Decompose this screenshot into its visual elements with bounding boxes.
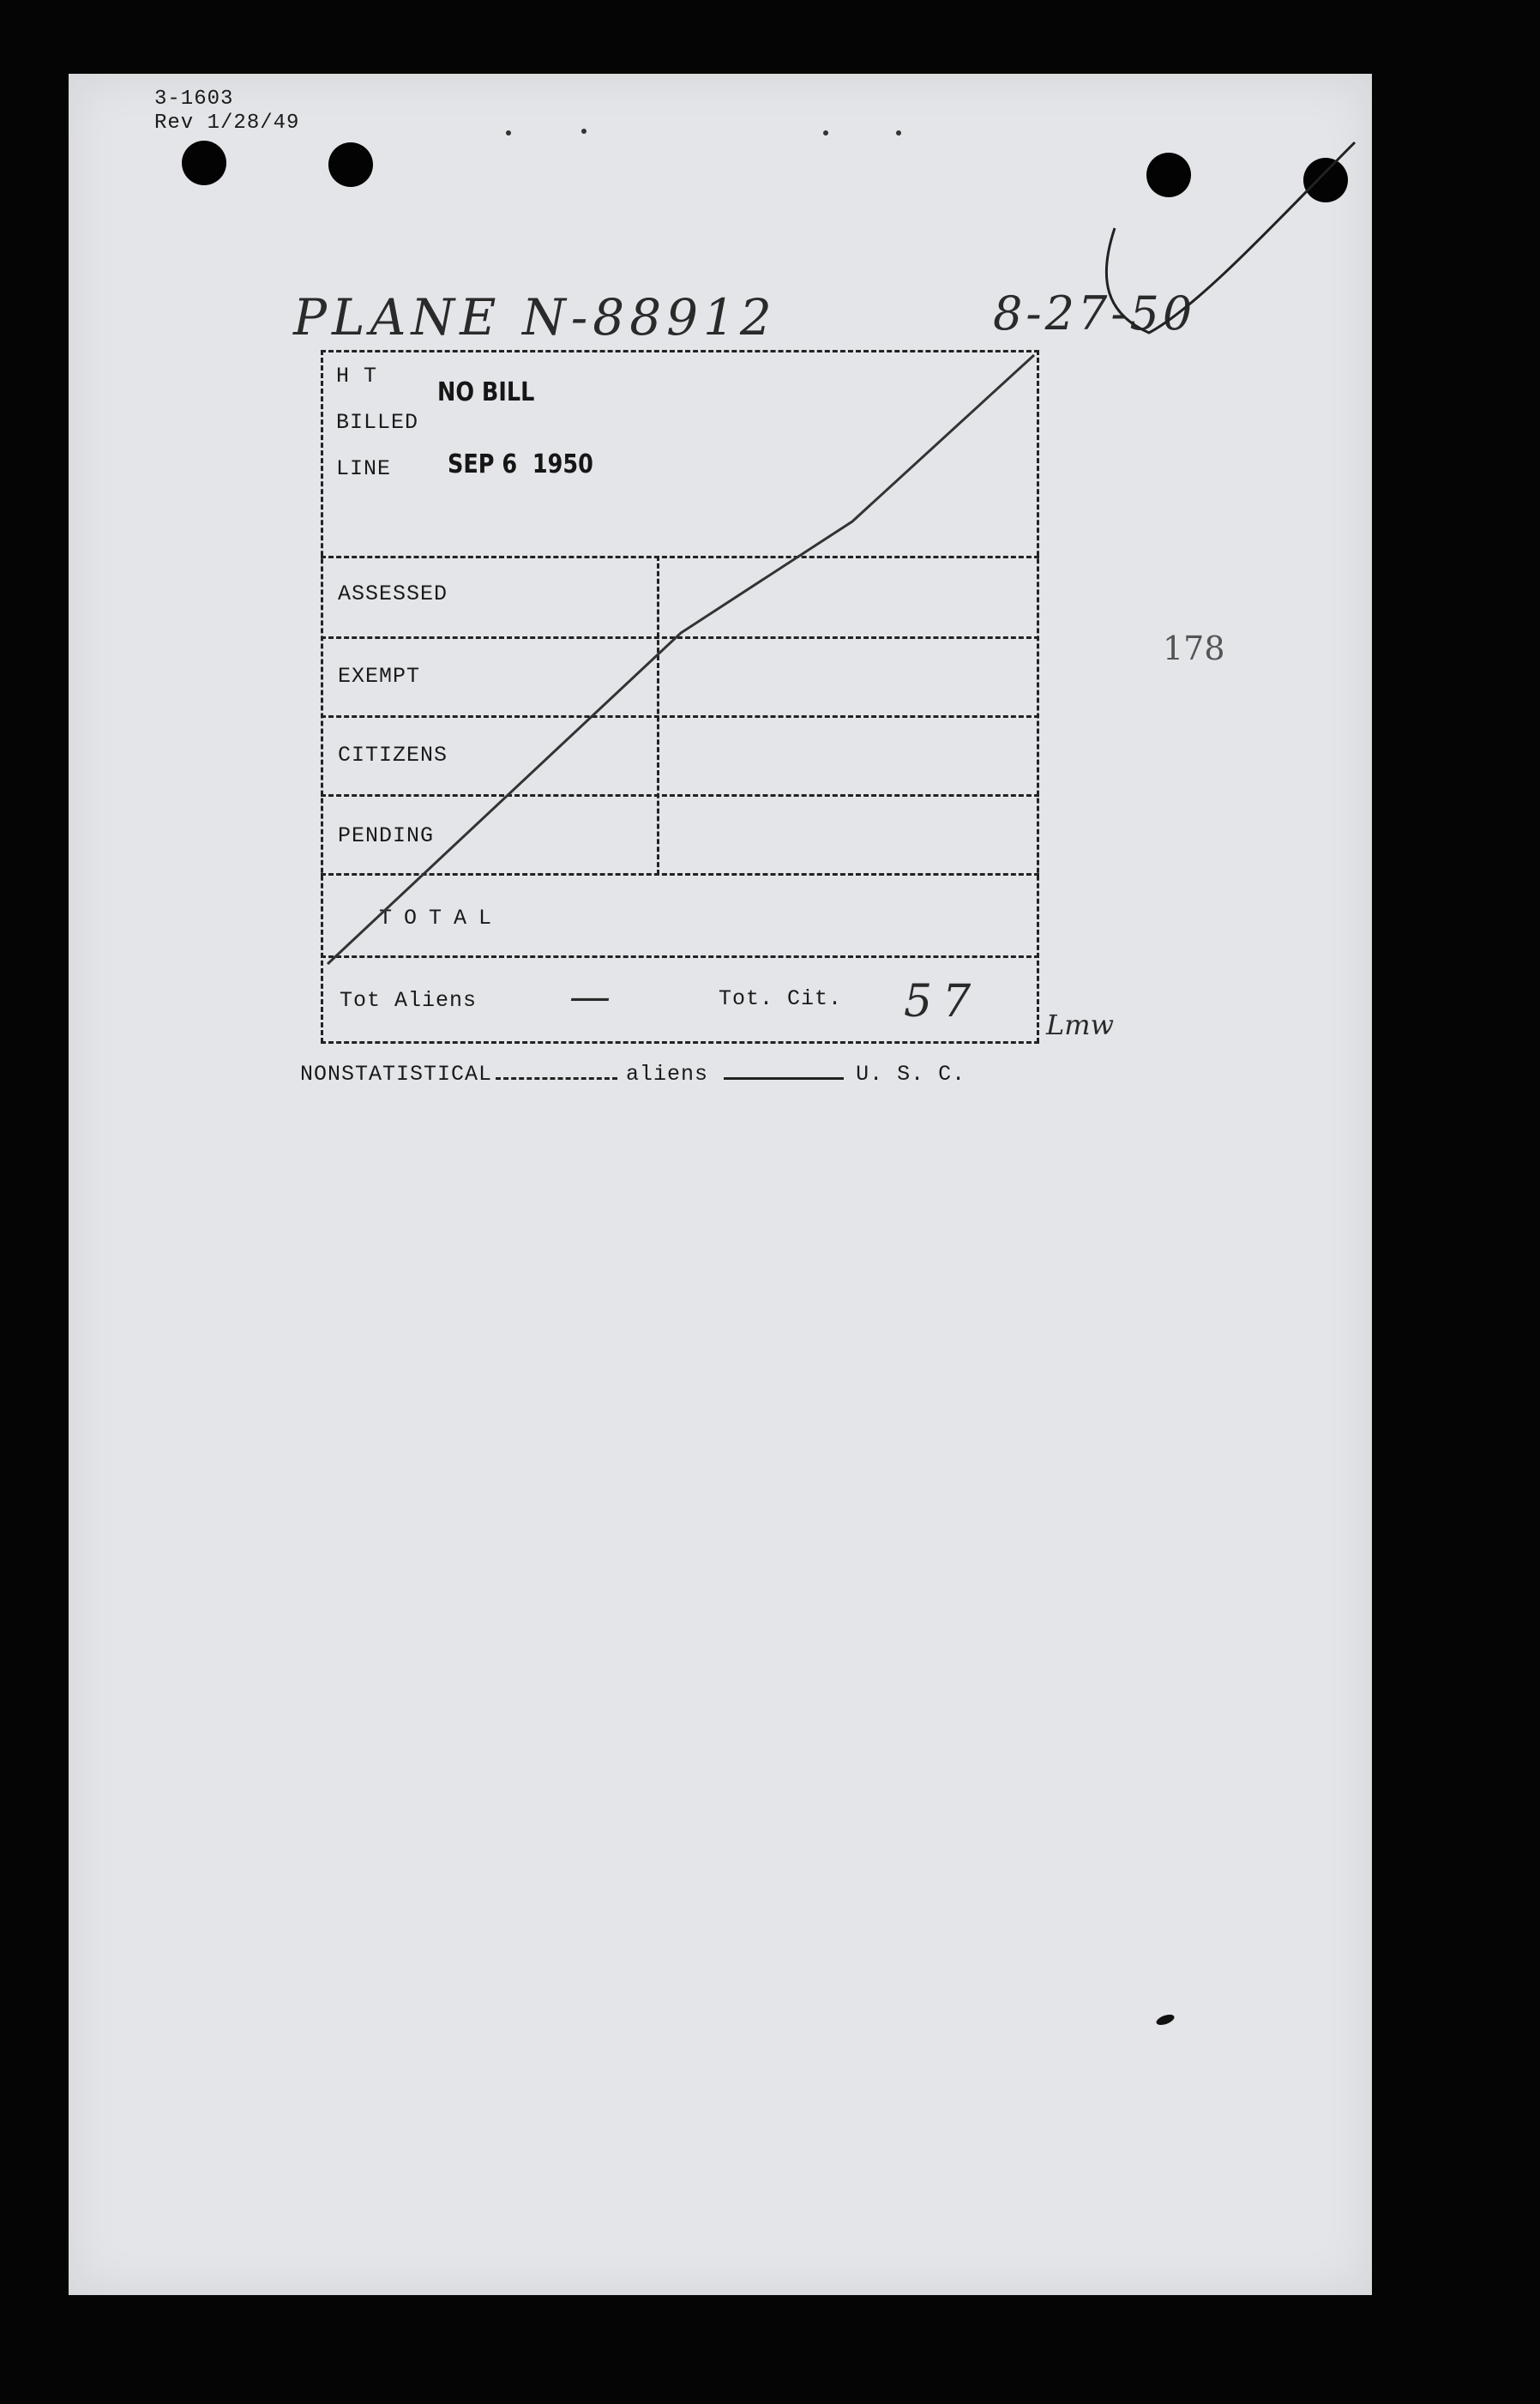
date-stamp: SEP 6 1950	[448, 449, 593, 479]
aliens-label: aliens	[626, 1062, 709, 1087]
tally-form	[321, 350, 1039, 1045]
citizens-label: CITIZENS	[338, 743, 448, 768]
total-label: TOTAL	[379, 906, 504, 931]
handwritten-date: 8-27-50	[993, 286, 1196, 340]
page-number: 178	[1163, 630, 1225, 667]
form-revision: Rev 1/28/49	[154, 111, 300, 135]
punch-hole	[182, 141, 226, 185]
exempt-label: EXEMPT	[338, 664, 421, 689]
tot-cit-label: Tot. Cit.	[719, 986, 843, 1011]
assessed-label: ASSESSED	[338, 581, 448, 606]
plane-number: PLANE N-88912	[293, 288, 777, 346]
pending-label: PENDING	[338, 823, 435, 848]
form-number-block	[154, 87, 299, 136]
form-number: 3-1603	[154, 87, 234, 111]
aliens-blank	[724, 1077, 844, 1080]
usc-label: U. S. C.	[856, 1062, 966, 1087]
handwritten-initials: Lmw	[1046, 1009, 1114, 1041]
punch-hole	[328, 142, 373, 187]
nonstatistical-blank	[496, 1077, 617, 1080]
tot-aliens-value: —	[569, 973, 611, 1021]
check-mark-stroke	[1098, 108, 1372, 383]
ht-label: H T	[336, 364, 378, 389]
tot-cit-value: 57	[904, 976, 982, 1027]
nonstatistical-label: NONSTATISTICAL	[300, 1062, 493, 1087]
no-bill-stamp: NO BILL	[437, 377, 535, 407]
nonstatistical-line	[300, 1062, 966, 1087]
paper-sheet	[69, 74, 1372, 2295]
diagonal-strike-line	[321, 350, 1039, 1043]
ink-speck	[1155, 2013, 1176, 2027]
tot-aliens-label: Tot Aliens	[340, 988, 478, 1013]
billed-label: BILLED	[336, 410, 419, 435]
line-label: LINE	[336, 456, 392, 481]
